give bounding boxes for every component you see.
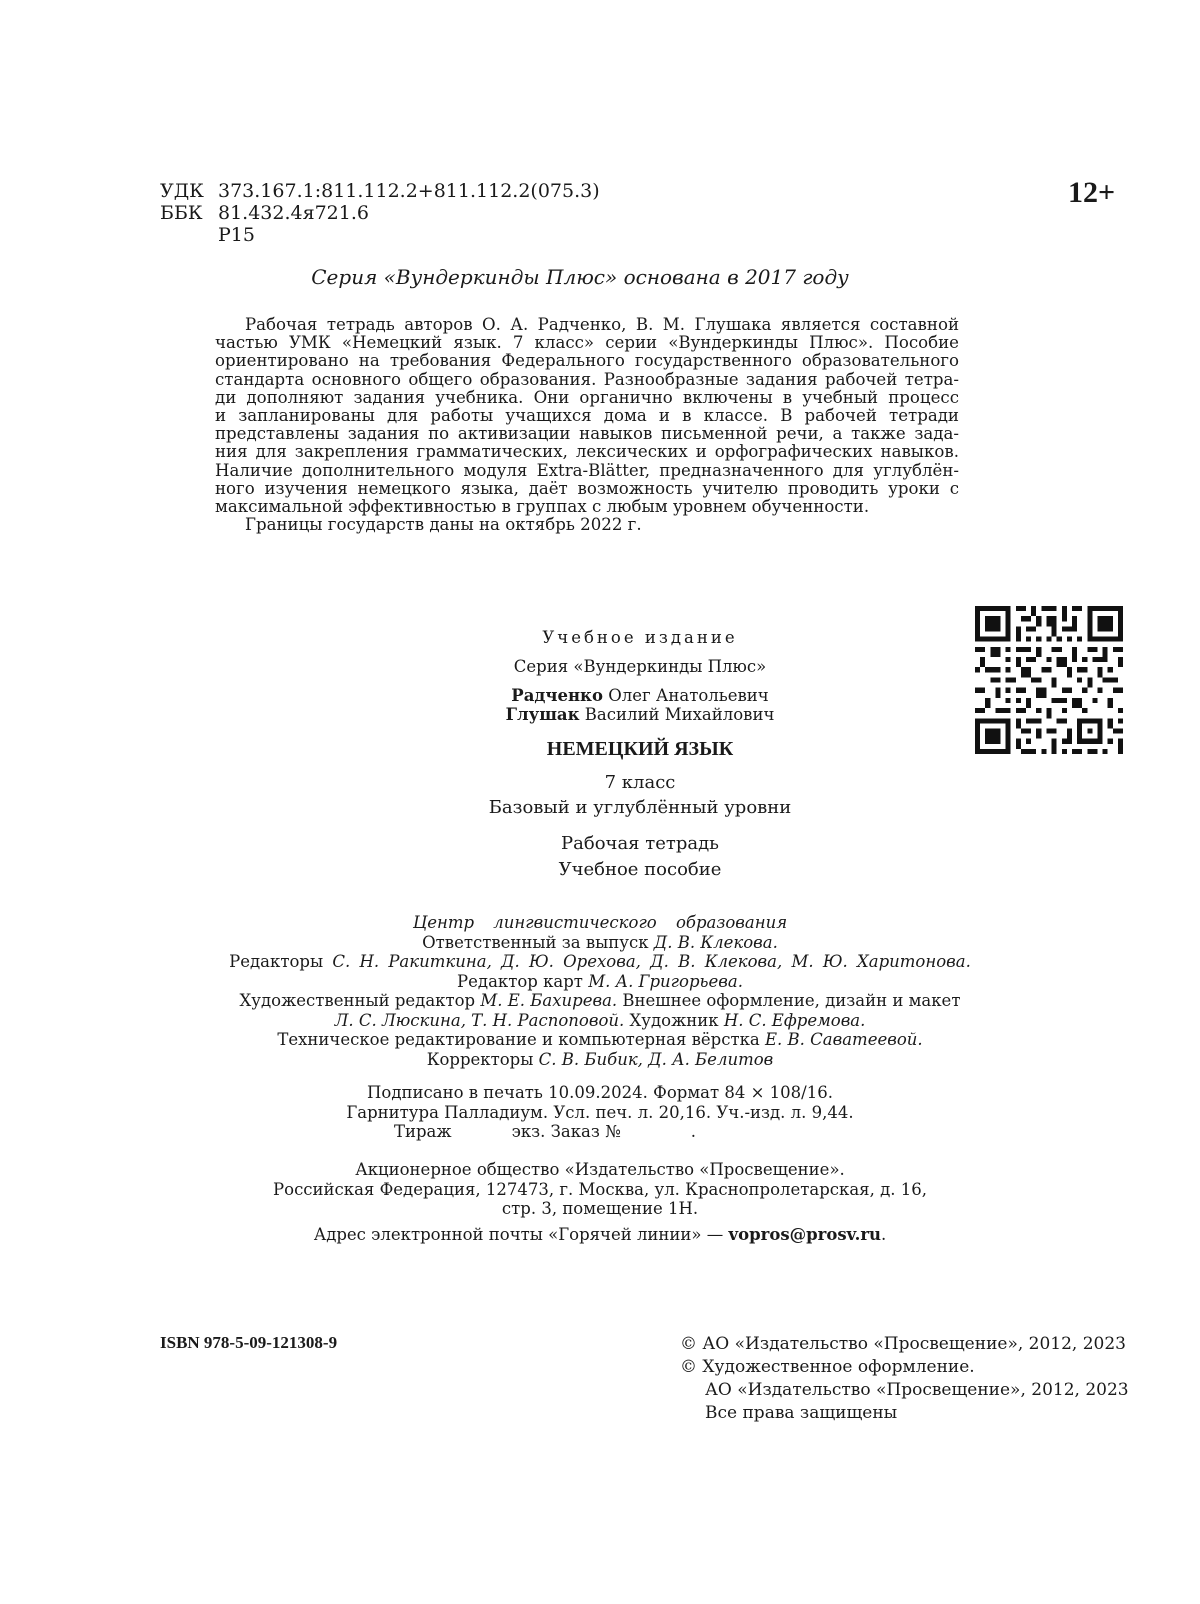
annotation-line: частью УМК «Немецкий язык. 7 класс» серии «Вундеркинды Плюс». Пособие: [215, 333, 959, 353]
proofreaders-line: Корректоры С. В. Бибик, Д. А. Белитов: [426, 1049, 774, 1069]
hotline-email-link[interactable]: vopros@prosv.ru: [728, 1224, 882, 1244]
maps-editor-line: Редактор карт М. А. Григорьева.: [457, 971, 743, 991]
print-line-1: Подписано в печать 10.09.2024. Формат 84 × 108/16.: [367, 1083, 833, 1102]
editors-line: Редакторы С. Н. Ракиткина, Д. Ю. Орехова, Д. В. Клекова, М. Ю. Харитонова.: [229, 952, 971, 971]
publisher-block: [160, 1160, 1040, 1244]
udk-label: УДК: [160, 180, 204, 202]
annotation-line: ориентировано на требования Федерального государственного образовательного: [215, 351, 959, 371]
annotation-line: Рабочая тетрадь авторов О. А. Радченко, В. М. Глушака является составной: [245, 315, 959, 334]
annotation-line: ного изучения немецкого языка, даёт возможность учителю проводить уроки с: [215, 478, 959, 498]
publisher-line-3: стр. 3, помещение 1Н.: [501, 1199, 699, 1218]
tech-editing-line: Техническое редактирование и компьютерная вёрстка Е. В. Саватеевой.: [277, 1030, 923, 1049]
grade: 7 класс: [604, 772, 676, 793]
book-title: НЕМЕЦКИЙ ЯЗЫК: [546, 738, 734, 760]
book-type: Рабочая тетрадь: [561, 833, 719, 854]
author-1: [420, 686, 860, 705]
print-details: [160, 1083, 1040, 1142]
levels: Базовый и углублённый уровни: [488, 797, 792, 818]
qr-code-icon: [975, 606, 1123, 754]
bbk-value: 81.432.4я721.6: [218, 202, 369, 224]
rights-reserved: Все права защищены: [705, 1403, 898, 1423]
purpose: Учебное пособие: [558, 859, 722, 880]
print-line-2: Гарнитура Палладиум. Усл. печ. л. 20,16. Уч.-изд. л. 9,44.: [346, 1102, 854, 1122]
series-founded-note: Серия «Вундеркинды Плюс» основана в 2017 году: [311, 265, 849, 289]
isbn: ISBN 978-5-09-121308-9: [160, 1333, 338, 1352]
annotation-line: и запланированы для работы учащихся дома и в классе. В рабочей тетради: [215, 406, 959, 426]
print-line-3: Тираж экз. Заказ № .: [393, 1122, 696, 1141]
udk-value: 373.167.1:811.112.2+811.112.2(075.3): [218, 180, 600, 202]
annotation-line: Наличие дополнительного модуля Extra-Blätter, предназначенного для углублён-: [215, 460, 959, 480]
copyright-line-2: © Художественное оформление.: [680, 1357, 975, 1377]
annotation-line: максимальной эффективностью в группах с любым уровнем обученности.: [215, 497, 870, 517]
author-mark-row: [160, 224, 255, 246]
annotation: [215, 316, 959, 534]
age-rating: 12+: [1068, 176, 1116, 209]
publisher-line-2: Российская Федерация, 127473, г. Москва, ул. Краснопролетарская, д. 16,: [273, 1179, 927, 1199]
annotation-line: стандарта основного общего образования. Разнообразные задания рабочей тетра-: [215, 369, 959, 389]
bbk-label: ББК: [160, 202, 203, 224]
copyright-line-1: © АО «Издательство «Просвещение», 2012, 2023: [680, 1334, 1127, 1354]
credits-block: [160, 913, 1040, 1069]
udk-row: [160, 180, 600, 202]
author-1-first-names: Олег Анатольевич: [608, 686, 769, 705]
author-2-first-names: Василий Михайлович: [584, 705, 775, 724]
copyright-block: [680, 1333, 1129, 1425]
publisher-line-1: Акционерное общество «Издательство «Просвещение».: [355, 1160, 845, 1179]
annotation-line: ния для закрепления грамматических, лексических и орфографических навыков.: [215, 442, 959, 462]
author-1-last-name: Радченко: [511, 686, 603, 705]
annotation-line: ди дополняют задания учебника. Они органично включены в учебный процесс: [215, 387, 959, 407]
responsible-line: Ответственный за выпуск Д. В. Клекова.: [422, 932, 778, 952]
bbk-row: [160, 202, 369, 224]
borders-note: Границы государств даны на октябрь 2022 г.: [245, 515, 642, 535]
center-name: Центр лингвистического образования: [412, 913, 788, 932]
copyright-line-3: АО «Издательство «Просвещение», 2012, 2023: [705, 1380, 1129, 1400]
author-2-last-name: Глушак: [505, 705, 580, 724]
design-names-line: Л. С. Люскина, Т. Н. Распоповой. Художник Н. С. Ефремова.: [334, 1010, 866, 1030]
edition-type: Учебное издание: [542, 628, 738, 647]
imprint-series: Серия «Вундеркинды Плюс»: [513, 657, 767, 676]
art-editor-line: Художественный редактор М. Е. Бахирева. Внешнее оформление, дизайн и макет: [239, 991, 961, 1010]
author-2: [420, 705, 860, 724]
author-mark: Р15: [218, 224, 255, 246]
hotline-email-line: Адрес электронной почты «Горячей линии» — vopros@prosv.ru.: [313, 1224, 887, 1244]
annotation-line: представлены задания по активизации навыков письменной речи, а также зада-: [215, 424, 959, 444]
